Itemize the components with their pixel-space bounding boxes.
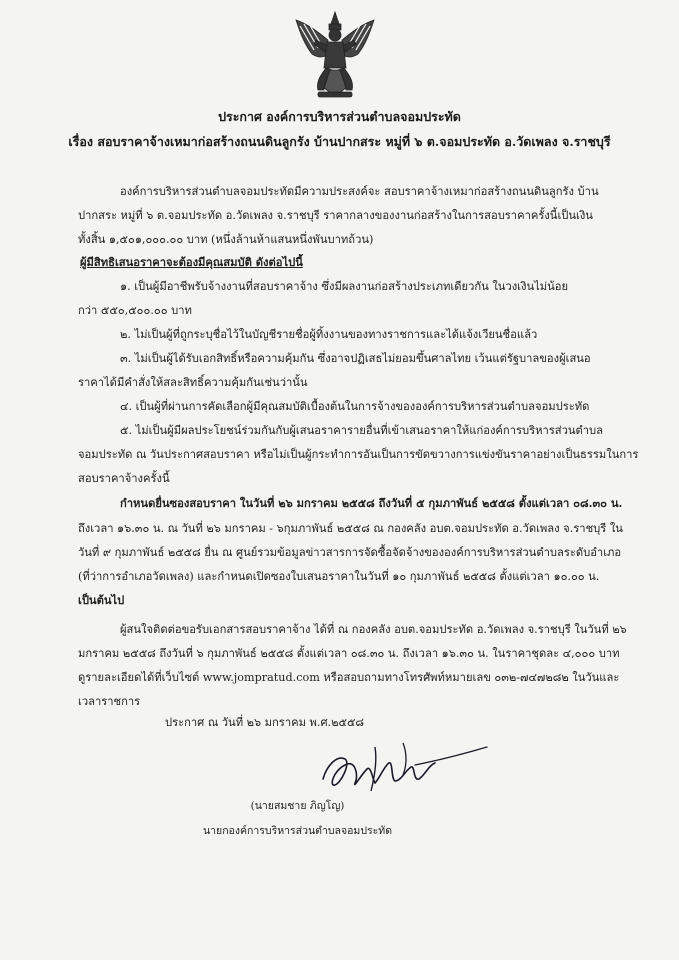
qualifications-heading: ผู้มีสิทธิเสนอราคาจะต้องมีคุณสมบัติ ดังต่อไปนี้ — [80, 255, 303, 269]
intro-line-2: ปากสระ หมู่ที่ ๖ ต.จอมประทัด อ.วัดเพลง จ.ราชบุรี ราคากลางของงานก่อสร้างในการสอบราคาครั้งนี้เป็นเงิน — [78, 209, 593, 222]
schedule-line-4: (ที่ว่าการอำเภอวัดเพลง) และกำหนดเปิดซองใบเสนอราคาในวันที่ ๑๐ กุมภาพันธ์ ๒๕๕๘ ตั้งแต่เวลา ๑๐.๐๐ น. — [78, 570, 600, 583]
contact-line-3: ดูรายละเอียดได้ที่เว็บไซต์ www.jompratud.com หรือสอบถามทางโทรศัพท์หมายเลข ๐๓๒-๗๔๗๒๘๒ ในวันและ — [78, 671, 620, 684]
intro-line-3: ทั้งสิ้น ๑,๕๐๑,๐๐๐.๐๐ บาท (หนึ่งล้านห้าแสนหนึ่งพันบาทถ้วน) — [78, 233, 374, 246]
signer-position: นายกองค์การบริหารส่วนตำบลจอมประทัด — [202, 825, 393, 837]
qualification-1b: กว่า ๕๕๐,๕๐๐.๐๐ บาท — [78, 304, 192, 317]
qualification-1a: ๑. เป็นผู้มีอาชีพรับจ้างงานที่สอบราคาจ้าง ซึ่งมีผลงานก่อสร้างประเภทเดียวกัน ในวงเงินไม่น้อย — [120, 280, 569, 293]
contact-line-2: มกราคม ๒๕๕๘ ถึงวันที่ ๖ กุมภาพันธ์ ๒๕๕๘ ตั้งแต่เวลา ๐๘.๓๐ น. ถึงเวลา ๑๖.๓๐ น. ในราคาชุดละ ๔,๐๐๐ บาท — [78, 647, 620, 660]
qualification-4: ๔. เป็นผู้ที่ผ่านการคัดเลือกผู้มีคุณสมบัติเบื้องต้นในการจ้างขององค์การบริหารส่วนตำบลจอมประทัด — [120, 400, 590, 413]
qualification-5a: ๕. ไม่เป็นผู้มีผลประโยชน์ร่วมกันกับผู้เสนอราคารายอื่นที่เข้าเสนอราคาให้แก่องค์การบริหารส่วนตำบล — [120, 424, 604, 437]
signature-icon — [315, 735, 490, 795]
qualification-2: ๒. ไม่เป็นผู้ที่ถูกระบุชื่อไว้ในบัญชีรายชื่อผู้ทิ้งงานของทางราชการและได้แจ้งเวียนชื่อแล้ว — [120, 328, 538, 341]
garuda-emblem-icon — [290, 10, 380, 102]
contact-line-4: เวลาราชการ — [78, 695, 141, 708]
announcement-date: ประกาศ ณ วันที่ ๒๖ มกราคม พ.ศ.๒๕๕๘ — [165, 716, 365, 729]
schedule-line-1: กำหนดยื่นซองสอบราคา ในวันที่ ๒๖ มกราคม ๒๕๕๘ ถึงวันที่ ๕ กุมภาพันธ์ ๒๕๕๘ ตั้งแต่เวลา ๐๘.๓๐ น. — [120, 496, 623, 510]
announcement-subject: เรื่อง สอบราคาจ้างเหมาก่อสร้างถนนดินลูกรัง บ้านปากสระ หมู่ที่ ๖ ต.จอมประทัด อ.วัดเพลง จ.ราชบุรี — [68, 134, 611, 149]
contact-line-1: ผู้สนใจติดต่อขอรับเอกสารสอบราคาจ้าง ได้ที่ ณ กองคลัง อบต.จอมประทัด อ.วัดเพลง จ.ราชบุรี ในวันที่ ๒๖ — [120, 623, 627, 636]
schedule-line-3: วันที่ ๙ กุมภาพันธ์ ๒๕๕๘ ยื่น ณ ศูนย์รวมข้อมูลข่าวสารการจัดซื้อจัดจ้างขององค์การบริหารส่วนตำบลระดับอำเภอ — [78, 546, 622, 559]
qualification-5c: สอบราคาจ้างครั้งนี้ — [78, 472, 170, 485]
announcement-title: ประกาศ องค์การบริหารส่วนตำบลจอมประทัด — [218, 109, 461, 124]
schedule-line-2: ถึงเวลา ๑๖.๓๐ น. ณ วันที่ ๒๖ มกราคม - ๖กุมภาพันธ์ ๒๕๕๘ ณ กองคลัง อบต.จอมประทัด อ.วัดเพลง จ.ราชบุรี ใน — [78, 522, 623, 535]
signer-name: (นายสมชาย ภิญโญ) — [250, 800, 345, 812]
schedule-line-5: เป็นต้นไป — [78, 593, 125, 607]
qualification-3b: ราคาได้มีคำสั่งให้สละสิทธิ์ความคุ้มกันเช่นว่านั้น — [78, 376, 308, 389]
qualification-3a: ๓. ไม่เป็นผู้ได้รับเอกสิทธิ์หรือความคุ้มกัน ซึ่งอาจปฏิเสธไม่ยอมขึ้นศาลไทย เว้นแต่รัฐบาลของผู้เสนอ — [120, 352, 591, 365]
intro-line-1: องค์การบริหารส่วนตำบลจอมประทัดมีความประสงค์จะ สอบราคาจ้างเหมาก่อสร้างถนนดินลูกรัง บ้าน — [120, 185, 599, 198]
qualification-5b: จอมประทัด ณ วันประกาศสอบราคา หรือไม่เป็นผู้กระทำการอันเป็นการขัดขวางการแข่งขันราคาอย่างเป็นธรรมในการ — [78, 448, 639, 461]
